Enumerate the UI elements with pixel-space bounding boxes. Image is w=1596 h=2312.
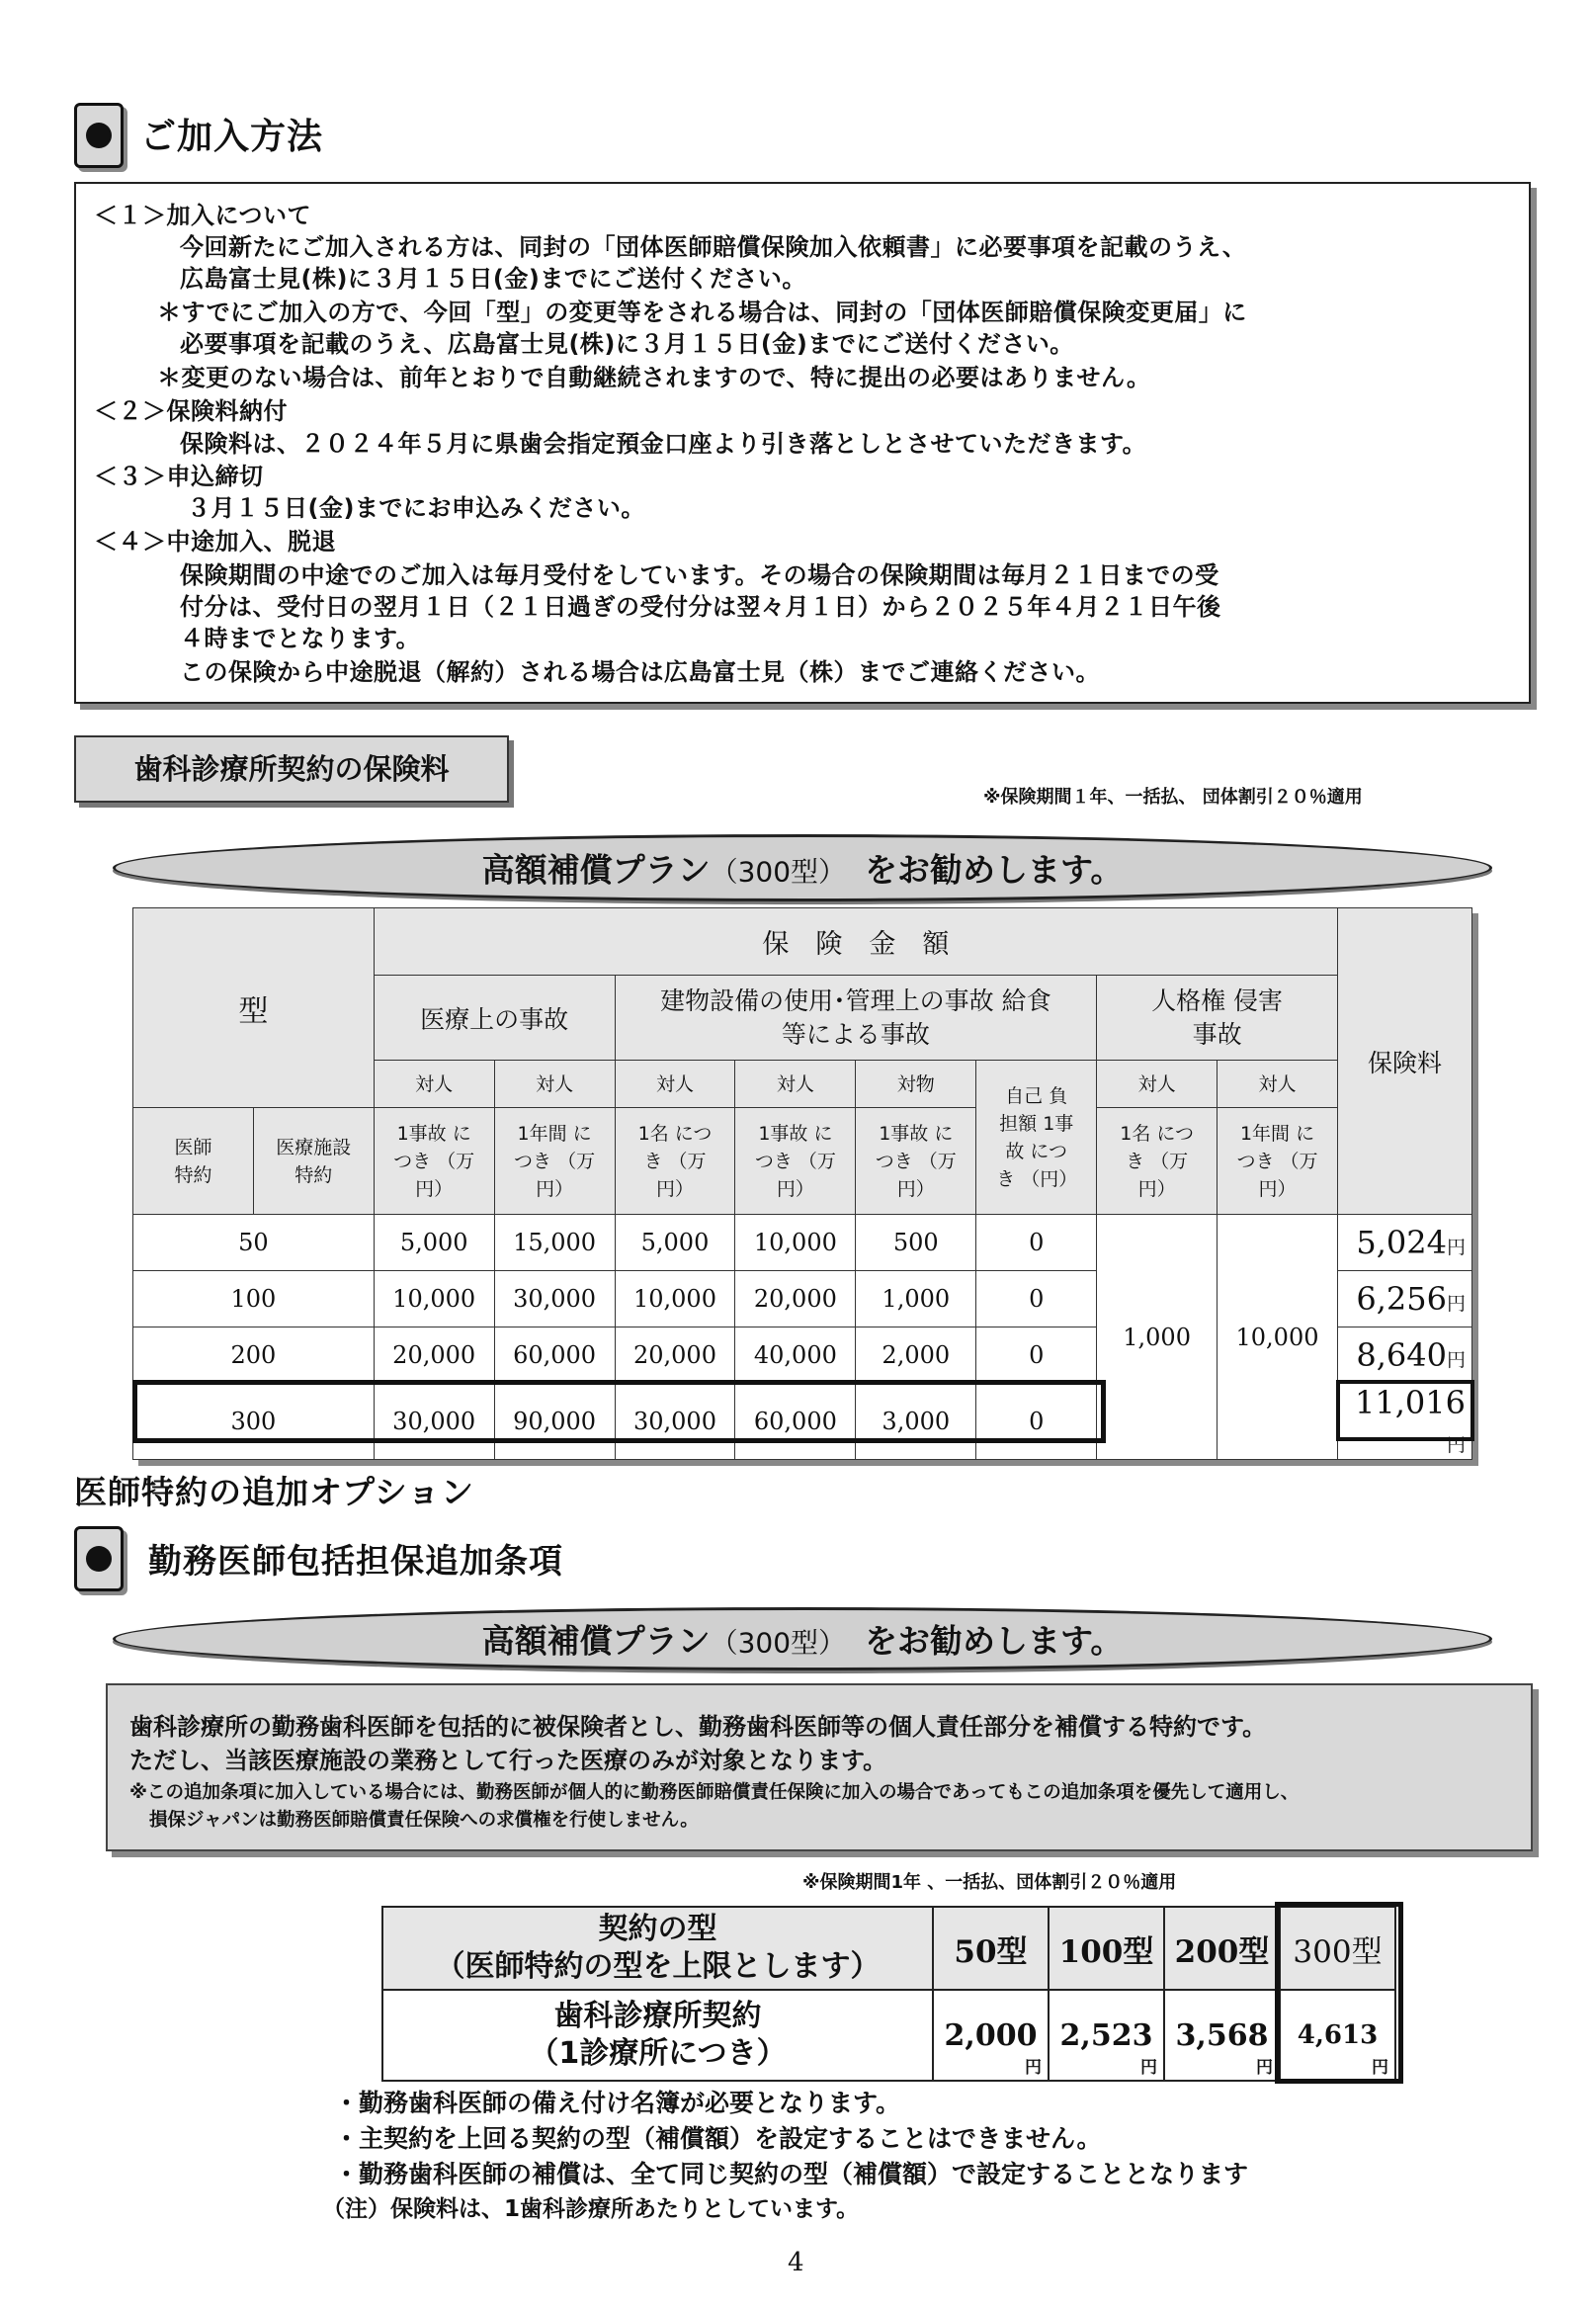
plan-tail: をお勧めします。 — [865, 1621, 1124, 1661]
col-deductible — [976, 1061, 1097, 1215]
plan-main: 高額補償プラン — [481, 850, 711, 890]
rights-person: 1,000 — [1097, 1215, 1218, 1460]
header-type: 型 — [133, 908, 375, 1108]
fee-cell — [1337, 1215, 1471, 1271]
option-heading: 医師特約の追加オプション — [74, 1473, 475, 1511]
cell: 20,000 — [374, 1327, 494, 1384]
plan-type: （300型） — [710, 1626, 833, 1660]
cell: 10,000 — [374, 1271, 494, 1327]
cell: 1,000 — [856, 1271, 976, 1327]
row-type: 300 — [133, 1384, 375, 1460]
type-50: 50型 — [933, 1907, 1049, 1990]
cell: 40,000 — [735, 1327, 856, 1384]
value-300 — [1280, 1990, 1395, 2081]
col-top: 対人 — [494, 1061, 615, 1108]
info-line: ＜１＞加入について — [94, 202, 312, 229]
cell: 90,000 — [494, 1384, 615, 1460]
cell: 5,000 — [615, 1215, 735, 1271]
info-line: ＜３＞申込締切 — [94, 463, 264, 490]
info-line: 保険期間の中途でのご加入は毎月受付をしています。その場合の保険期間は毎月２１日までの受 — [180, 561, 1219, 589]
value-number: 2,000 — [944, 2017, 1038, 2053]
bullet-icon — [74, 103, 124, 168]
yen-unit: 円 — [1025, 2058, 1042, 2078]
bullet-icon — [74, 1526, 124, 1591]
cell: 60,000 — [494, 1327, 615, 1384]
col-bottom: 1年間 につき （万円） — [1218, 1108, 1338, 1215]
cell: 500 — [856, 1215, 976, 1271]
row-type: 100 — [133, 1271, 375, 1327]
desc-line: 歯科診療所の勤務歯科医師を包括的に被保険者とし、勤務歯科医師等の個人責任部分を補償する特約です。 — [129, 1713, 1267, 1741]
cell: 30,000 — [615, 1384, 735, 1460]
cell: 0 — [976, 1384, 1097, 1460]
bullet-line: ・主契約を上回る契約の型（補償額）を設定することはできません。 — [334, 2124, 1102, 2153]
option-description — [106, 1683, 1533, 1851]
fee-cell — [1337, 1271, 1471, 1327]
premium-table — [132, 907, 1472, 1460]
row-type: 200 — [133, 1327, 375, 1384]
row-type: 50 — [133, 1215, 375, 1271]
col-top: 対人 — [735, 1061, 856, 1108]
col-bottom: 1名 につき （万円） — [1097, 1108, 1218, 1215]
info-line: ＜４＞中途加入、脱退 — [94, 528, 336, 556]
yen-unit: 円 — [1446, 1237, 1466, 1258]
col-top: 対人 — [1218, 1061, 1338, 1108]
cell: 5,000 — [374, 1215, 494, 1271]
type-300: 300型 — [1280, 1907, 1395, 1990]
value-number: 4,613 — [1297, 2020, 1379, 2050]
header-medical: 医療上の事故 — [374, 976, 615, 1061]
info-line: 必要事項を記載のうえ、広島富士見(株)に３月１５日(金)までにご送付ください。 — [180, 330, 1074, 358]
cell: 10,000 — [735, 1215, 856, 1271]
info-line: ＜２＞保険料納付 — [94, 397, 288, 425]
type-100: 100型 — [1049, 1907, 1164, 1990]
info-line: この保険から中途脱退（解約）される場合は広島富士見（株）までご連絡ください。 — [180, 658, 1100, 686]
page-number: 4 — [788, 2248, 804, 2277]
clinic-section-title: 歯科診療所契約の保険料 — [74, 735, 509, 803]
col-top: 対人 — [615, 1061, 735, 1108]
value-200 — [1164, 1990, 1280, 2081]
option-title: 勤務医師包括担保追加条項 — [148, 1542, 563, 1582]
col-bottom: 1事故 につき （円） — [996, 1112, 1078, 1190]
cell: 0 — [976, 1271, 1097, 1327]
info-line: ４時までとなります。 — [180, 625, 421, 652]
value-number: 3,568 — [1175, 2017, 1269, 2053]
col-top: 自己 負担額 — [999, 1084, 1068, 1135]
info-line: 今回新たにご加入される方は、同封の「団体医師賠償保険加入依頼書」に必要事項を記載のうえ、 — [180, 233, 1247, 261]
cell: 60,000 — [735, 1384, 856, 1460]
header-fee: 保険料 — [1337, 908, 1471, 1215]
cell: 10,000 — [615, 1271, 735, 1327]
col-bottom: 1年間 につき （万円） — [494, 1108, 615, 1215]
bullet-line: （注）保険料は、1歯科診療所あたりとしています。 — [322, 2196, 860, 2222]
col-bottom: 1事故 につき （万円） — [856, 1108, 976, 1215]
info-line: ３月１５日(金)までにお申込みください。 — [187, 494, 645, 522]
info-line: 保険料は、２０２４年５月に県歯会指定預金口座より引き落としとさせていただきます。 — [180, 430, 1147, 458]
fee-value: 8,640 — [1356, 1336, 1447, 1374]
desc-line: 損保ジャパンは勤務医師賠償責任保険への求償権を行使しません。 — [149, 1810, 699, 1831]
label-line: 歯科診療所契約 — [553, 1999, 762, 2033]
section-title: ご加入方法 — [140, 117, 324, 157]
cell: 0 — [976, 1215, 1097, 1271]
cell: 20,000 — [735, 1271, 856, 1327]
cell: 3,000 — [856, 1384, 976, 1460]
fee-value: 6,256 — [1356, 1280, 1447, 1318]
cell: 2,000 — [856, 1327, 976, 1384]
col-top: 対人 — [374, 1061, 494, 1108]
header-amount: 保 険 金 額 — [374, 908, 1337, 976]
col-top: 対人 — [1097, 1061, 1218, 1108]
info-line: 付分は、受付日の翌月１日（２１日過ぎの受付分は翌々月１日）から２０２５年４月２１日午後 — [180, 593, 1221, 621]
label-line: （1診療所につき） — [529, 2036, 787, 2071]
yen-unit: 円 — [1446, 1293, 1466, 1315]
fee-value: 5,024 — [1356, 1224, 1447, 1261]
cell: 20,000 — [615, 1327, 735, 1384]
enrollment-info-box — [74, 182, 1531, 704]
col-bottom: 1名 につき （万円） — [615, 1108, 735, 1215]
info-line: ＊変更のない場合は、前年とおりで自動継続されますので、特に提出の必要はありません。 — [157, 364, 1151, 391]
info-line: ＊すでにご加入の方で、今回「型」の変更等をされる場合は、同封の「団体医師賠償保険変更届」に — [157, 299, 1247, 326]
desc-line: ただし、当該医療施設の業務として行った医療のみが対象となります。 — [129, 1747, 887, 1774]
bullet-line: ・勤務歯科医師の補償は、全て同じ契約の型（補償額）で設定することとなります — [334, 2160, 1249, 2188]
plan-banner — [113, 1607, 1492, 1670]
yen-unit: 円 — [1140, 2058, 1157, 2078]
header-facility: 医療施設 特約 — [253, 1108, 374, 1215]
fee-cell — [1337, 1327, 1471, 1384]
info-line: 広島富士見(株)に３月１５日(金)までにご送付ください。 — [180, 265, 806, 293]
col-bottom: 1事故 につき （万円） — [735, 1108, 856, 1215]
fee-cell — [1337, 1384, 1471, 1460]
yen-unit: 円 — [1372, 2058, 1388, 2078]
col-top: 対物 — [856, 1061, 976, 1108]
plan-tail: をお勧めします。 — [865, 850, 1124, 890]
header-rights: 人格権 侵害事故 — [1097, 976, 1338, 1061]
plan-banner — [113, 834, 1492, 901]
cell: 30,000 — [374, 1384, 494, 1460]
value-number: 2,523 — [1059, 2017, 1153, 2053]
value-100 — [1049, 1990, 1164, 2081]
label-line: 契約の型 — [598, 1912, 717, 1946]
desc-line: ※この追加条項に加入している場合には、勤務医師が個人的に勤務医師賠償責任保険に加入の場合であってもこの追加条項を優先して適用し、 — [129, 1782, 1300, 1803]
value-50 — [933, 1990, 1049, 2081]
type-200: 200型 — [1164, 1907, 1280, 1990]
fee-value: 11,016 — [1355, 1384, 1466, 1421]
bullet-line: ・勤務歯科医師の備え付け名簿が必要となります。 — [334, 2089, 901, 2117]
label-line: （医師特約の型を上限とします） — [435, 1949, 881, 1984]
cell: 0 — [976, 1327, 1097, 1384]
cell: 15,000 — [494, 1215, 615, 1271]
option-note: ※保険期間1年 、一括払、団体割引２０％適用 — [802, 1872, 1177, 1893]
header-building: 建物設備の使用･管理上の事故 給食等による事故 — [615, 976, 1097, 1061]
yen-unit: 円 — [1446, 1434, 1466, 1456]
option-table — [381, 1906, 1396, 2082]
clinic-note: ※保険期間１年、一括払、 団体割引２０％適用 — [983, 787, 1363, 808]
rights-year: 10,000 — [1218, 1215, 1338, 1460]
plan-type: （300型） — [710, 855, 833, 889]
header-doctor: 医師 特約 — [133, 1108, 254, 1215]
label-clinic — [382, 1990, 933, 2081]
col-bottom: 1事故 につき （万円） — [374, 1108, 494, 1215]
plan-main: 高額補償プラン — [481, 1621, 711, 1661]
yen-unit: 円 — [1446, 1349, 1466, 1371]
label-type — [382, 1907, 933, 1990]
cell: 30,000 — [494, 1271, 615, 1327]
yen-unit: 円 — [1256, 2058, 1273, 2078]
